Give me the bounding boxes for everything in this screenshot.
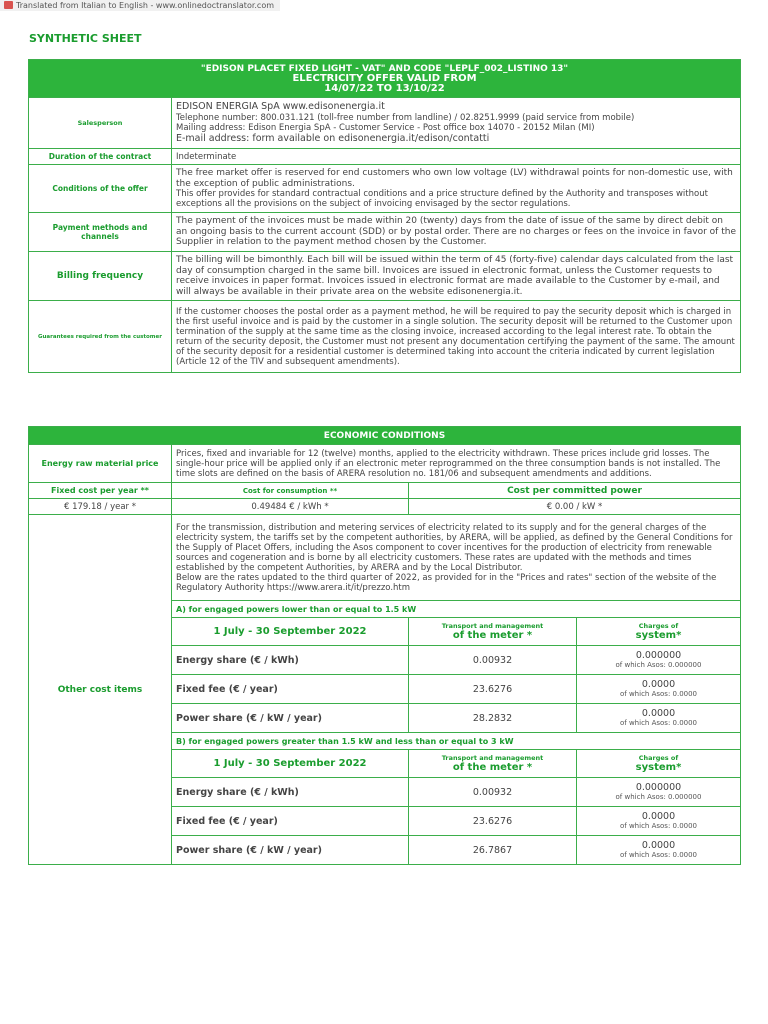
- row-salesperson: [29, 98, 741, 149]
- economic-table: [28, 426, 741, 865]
- meter-header-small: Transport and management: [441, 622, 544, 630]
- asos-value: of which Asos: 0.000000: [615, 661, 702, 669]
- offer-table: [28, 59, 741, 373]
- section-b-title: B) for engaged powers greater than 1.5 kW and less than or equal to 3 kW: [172, 733, 741, 750]
- system-header-small: Charges of: [638, 622, 679, 630]
- row-text: Indeterminate: [176, 151, 237, 162]
- row-text: Mailing address: Edison Energia SpA - Customer Service - Post office box 14070 - 20152 Milan (MI): [176, 123, 595, 133]
- economic-header: ECONOMIC CONDITIONS: [29, 427, 741, 445]
- power-cost-header: Cost per committed power: [409, 483, 741, 499]
- system-value: 0.0000: [641, 708, 676, 719]
- meter-value: 0.00932: [409, 778, 577, 807]
- period-header: 1 July - 30 September 2022: [172, 750, 409, 778]
- meter-header-big: of the meter *: [452, 762, 533, 773]
- raw-material-row: [29, 445, 741, 483]
- other-costs-intro-row: [29, 515, 741, 601]
- price-header-row: [29, 483, 741, 499]
- row-text: E-mail address: form available on edisonenergia.it/edison/contatti: [176, 132, 490, 144]
- other-costs-text: For the transmission, distribution and metering services of electricity related to its supply and for the general charges of the electricity system, the tariffs set by the competent authorities, by ARERA, will be applied, as defined by the General Conditions for the Supply of Placet Offers, including the Asos component to cover incentives for the production of electricity from renewable sources and cogeneration and is borne by all electricity customers. These rates are updated with the methods and times established by the competent Authorities, by ARERA and by the Local Distributor.: [176, 522, 733, 573]
- rate-label: Power share (€ / kW / year): [172, 704, 409, 733]
- system-value: 0.0000: [641, 811, 676, 822]
- system-cell: [577, 704, 741, 733]
- asos-value: of which Asos: 0.0000: [619, 822, 698, 830]
- price-values-row: [29, 499, 741, 515]
- system-header: [577, 750, 741, 778]
- offer-header-line3: 14/07/22 TO 13/10/22: [324, 82, 445, 94]
- row-guarantees: [29, 301, 741, 373]
- system-cell: [577, 807, 741, 836]
- rate-label: Fixed fee (€ / year): [172, 675, 409, 704]
- system-value: 0.0000: [641, 840, 676, 851]
- system-cell: [577, 646, 741, 675]
- banner-text: Translated from Italian to English - www.onlinedoctranslator.com: [16, 1, 275, 10]
- row-label: Guarantees required from the customer: [29, 301, 172, 373]
- row-text: This offer provides for standard contractual conditions and a price structure defined by the Authority and transposes without exceptions all the provisions on the subject of invoicing envisaged by the sector regulations.: [176, 189, 708, 209]
- offer-header-line1: "EDISON PLACET FIXED LIGHT - VAT" AND CODE "LEPLF_002_LISTINO 13": [200, 63, 569, 74]
- system-value: 0.000000: [635, 650, 682, 661]
- row-duration: [29, 149, 741, 165]
- meter-value: 28.2832: [409, 704, 577, 733]
- document-icon: [4, 1, 13, 9]
- row-label: Duration of the contract: [29, 149, 172, 165]
- raw-material-text: Prices, fixed and invariable for 12 (twelve) months, applied to the electricity withdrawn. These prices include grid losses. The single-hour price will be applied only if an electronic meter reprogrammed on the three consumption bands is not installed. The time slots are defined on the basis of ARERA resolution no. 181/06 and subsequent amendments and additions.: [172, 445, 741, 483]
- row-billing: [29, 252, 741, 301]
- row-text: Telephone number: 800.031.121 (toll-free number from landline) / 02.8251.9999 (paid service from mobile): [176, 112, 635, 123]
- section-a-title: A) for engaged powers lower than or equal to 1.5 kW: [172, 601, 741, 618]
- system-value: 0.0000: [641, 679, 676, 690]
- other-costs-text: Below are the rates updated to the third quarter of 2022, as provided for in the "Prices and rates" section of the website of the Regulatory Authority https://www.arera.it/it/prezzo.htm: [176, 572, 717, 593]
- offer-header-line2: ELECTRICITY OFFER VALID FROM: [292, 72, 477, 84]
- meter-value: 26.7867: [409, 836, 577, 865]
- power-cost-value: € 0.00 / kW *: [409, 499, 741, 515]
- row-text: The payment of the invoices must be made within 20 (twenty) days from the date of issue of the same by direct debit on an ongoing basis to the current account (SDD) or by postal order. There are no charges or fees on the invoice in favor of the Supplier in relation to the payment method chosen by the Customer.: [176, 216, 736, 248]
- raw-material-label: Energy raw material price: [29, 445, 172, 483]
- row-text: If the customer chooses the postal order as a payment method, he will be required to pay the security deposit which is charged in the first useful invoice and is paid by the customer in a single solution. The security deposit will be returned to the Customer upon termination of the supply at the same time as the closing invoice, increased according to the legal interest rate. To obtain the return of the security deposit, the Customer must not present any documentation certifying the payment of the same. The amount of the security deposit for a residential customer is determined taking into account the criteria indicated by current legislation (Article 12 of the TIV and subsequent amendments).: [176, 306, 735, 367]
- row-text: The billing will be bimonthly. Each bill will be issued within the term of 45 (forty-five) calendar days calculated from the last day of consumption charged in the same bill. Invoices are issued in electronic format, unless the Customer requests to receive invoices in paper format. Invoices issued in electronic format are made available to the Customer by e-mail, and will always be available in their private area on the website edisonenergia.it.: [176, 255, 734, 297]
- rate-label: Energy share (€ / kWh): [172, 646, 409, 675]
- system-value: 0.000000: [635, 782, 682, 793]
- offer-header: [29, 60, 741, 98]
- system-cell: [577, 836, 741, 865]
- asos-value: of which Asos: 0.0000: [619, 851, 698, 859]
- row-payment: [29, 213, 741, 252]
- other-costs-label: Other cost items: [29, 515, 172, 865]
- row-conditions: [29, 165, 741, 213]
- row-text: The free market offer is reserved for end customers who own low voltage (LV) withdrawal points for non-domestic use, with the exception of public administrations.: [176, 168, 733, 189]
- consumption-cost-header: Cost for consumption **: [172, 483, 409, 499]
- rate-label: Fixed fee (€ / year): [172, 807, 409, 836]
- meter-header: [409, 750, 577, 778]
- system-cell: [577, 675, 741, 704]
- meter-header: [409, 618, 577, 646]
- rate-label: Energy share (€ / kWh): [172, 778, 409, 807]
- meter-header-small: Transport and management: [441, 754, 544, 762]
- system-cell: [577, 778, 741, 807]
- row-text: EDISON ENERGIA SpA www.edisonenergia.it: [176, 101, 385, 112]
- system-header-big: system*: [635, 630, 682, 641]
- system-header-small: Charges of: [638, 754, 679, 762]
- meter-value: 0.00932: [409, 646, 577, 675]
- sheet-title: SYNTHETIC SHEET: [29, 32, 142, 45]
- row-label: Salesperson: [29, 98, 172, 149]
- fixed-cost-header: Fixed cost per year **: [29, 483, 172, 499]
- system-header-big: system*: [635, 762, 682, 773]
- fixed-cost-value: € 179.18 / year *: [29, 499, 172, 515]
- consumption-cost-value: 0.49484 € / kWh *: [172, 499, 409, 515]
- meter-value: 23.6276: [409, 675, 577, 704]
- asos-value: of which Asos: 0.0000: [619, 690, 698, 698]
- translation-banner: [0, 0, 280, 11]
- asos-value: of which Asos: 0.0000: [619, 719, 698, 727]
- row-label: Payment methods and channels: [29, 213, 172, 252]
- system-header: [577, 618, 741, 646]
- meter-header-big: of the meter *: [452, 630, 533, 641]
- row-label: Billing frequency: [29, 252, 172, 301]
- rate-label: Power share (€ / kW / year): [172, 836, 409, 865]
- period-header: 1 July - 30 September 2022: [172, 618, 409, 646]
- asos-value: of which Asos: 0.000000: [615, 793, 702, 801]
- row-label: Conditions of the offer: [29, 165, 172, 213]
- meter-value: 23.6276: [409, 807, 577, 836]
